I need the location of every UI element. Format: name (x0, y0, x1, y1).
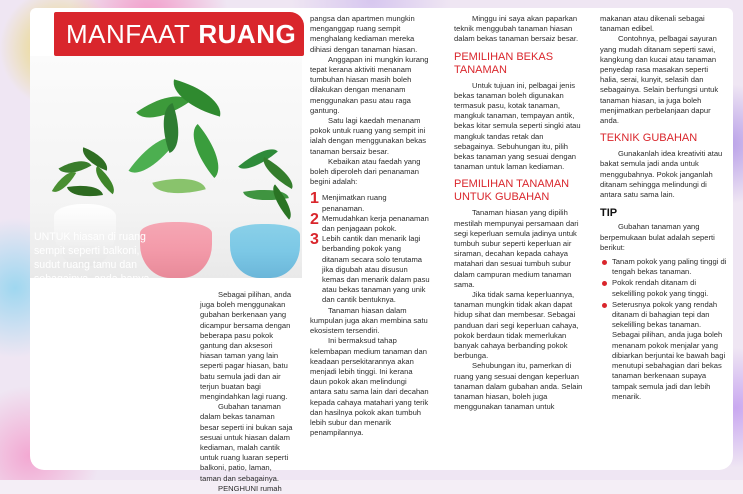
benefit-item (310, 231, 430, 305)
column-2 (310, 14, 430, 438)
bullet-icon (602, 260, 607, 265)
paragraph: PENGHUNI rumah (218, 483, 282, 493)
section-title: TEKNIK GUBAHAN (600, 132, 698, 145)
tip-list (600, 257, 728, 402)
bullet-icon (602, 281, 607, 286)
paragraph: Satu lagi kaedah menanam pokok untuk ruang yang sempit ini ialah dengan menggunakan bekas tanaman bersaiz besar. (310, 116, 427, 156)
paragraph: Tanaman hiasan dalam kumpulan juga akan membina satu ekosistem tersendiri. (310, 305, 428, 336)
section-title: PEMILIHAN TANAMAN UNTUK GUBAHAN (454, 178, 570, 204)
paragraph: Jika tidak sama keperluannya, tanaman mungkin tidak akan dapat hidup sihat dan membesar. Sebagai panduan dari segi keperluan cahaya, pokok berdaun tidak memerlukan banyak cahaya berbanding pokok berbunga. (454, 290, 579, 361)
tip-text: Pokok rendah ditanam di sekelilling pokok yang tinggi. (612, 278, 709, 298)
paragraph: Gubahan tanaman dalam bekas tanaman besar seperti ini bukan saja sesuai untuk hiasan dalam kediaman, malah cantik untuk ruang luaran seperti balkoni, patio, laman, taman dan sebagainya. (200, 402, 293, 483)
benefit-number: 1 (310, 190, 319, 208)
photo-caption: UNTUK hiasan di ruang sempit seperti balkoni, sudut ruang tamu dan sebagainya, anda hanya perlu menggunakan beberapa bekas tanaman atau pasu besar yang siap digubah cantik bagi mengindahkan lagi ruang. (34, 231, 159, 355)
list-item (600, 278, 728, 298)
leaf-icon (257, 157, 299, 189)
benefit-text: Memudahkan kerja penanaman dan penjagaan pokok. (322, 213, 429, 234)
paragraph: Gubahan tanaman yang berpemukaan bulat adalah seperti berikut: (600, 222, 715, 252)
benefit-number: 3 (310, 231, 319, 249)
magazine-page (30, 8, 733, 493)
title-light: MANFAAT (66, 18, 191, 49)
leaf-icon (181, 124, 231, 178)
tip-text: Tanam pokok yang paling tinggi di tengah bekas tanaman. (612, 257, 727, 277)
paragraph: pangsa dan apartmen mungkin menganggap ruang sempit menghalang kediaman mereka dihiasi dengan tanaman hiasan. (310, 14, 418, 54)
leaf-icon (152, 170, 205, 202)
leaf-icon (67, 181, 103, 201)
paragraph: Contohnya, pelbagai sayuran yang mudah ditanam seperti sawi, kangkung dan kucai atau tanaman penyedap rasa masakan seperti halia, serai, kunyit, selasih dan sebagainya. Selain berfungsi untuk tanaman hiasan, ia juga boleh menjimatkan perbelanjaan dapur anda. (600, 34, 719, 126)
benefit-item (310, 210, 430, 234)
benefit-text: Lebih cantik dan menarik lagi berbanding pokok yang ditanam secara solo terutama jika digubah atau disusun kemas dan menarik dalam pasu atau bekas tanaman yang unik dan cantik bentuknya. (322, 234, 430, 305)
paragraph: Untuk tujuan ini, pelbagai jenis bekas tanaman boleh digunakan termasuk pasu, kotak tanaman, mangkuk tanaman, tempayan antik, bekas kitar semula seperti singki atau mangkuk tandas retak dan sebagainya. Sebuhungan itu, pilih bekas tanaman yang sesuai dengan tanaman untuk laman kediaman. (454, 80, 581, 172)
column-4 (600, 14, 728, 403)
title-bold: RUANG (198, 18, 297, 49)
paragraph: Anggapan ini mungkin kurang tepat kerana aktiviti menanam tumbuhan hiasan masih boleh dilakukan dengan menanam menggunakan pasu atau raga gantung. (310, 54, 429, 115)
section-title: PEMILIHAN BEKAS TANAMAN (454, 50, 554, 76)
paragraph: Kebaikan atau faedah yang boleh diperoleh dari penanaman begini adalah: (310, 156, 421, 187)
tip-text: Seterusnya pokok yang rendah ditanam di bahagian tepi dan sekelilling bekas tanaman. Sebagai pilihan, anda juga boleh menanam pokok menjalar yang dibiarkan berjuntai ke bawah bagi menutupi sebahagian dari bekas tanaman berkenaan supaya tampak semula jadi dan lebih menarik. (612, 299, 726, 401)
paragraph: Tanaman hiasan yang dipilih mestilah mempunyai persamaan dari segi keperluan semula jadinya untuk tumbuh subur seperti keperluan air siraman, decahan kepada cahaya matahari dan sesuai tumbuh subur dalam campuran medium tanaman sama. (454, 208, 579, 289)
list-item (600, 300, 728, 402)
paragraph: Sebagai pilihan, anda juga boleh menggunakan gubahan berkenaan yang dicampur bersama dengan beberapa pasu pokok gantung dan aksesori hiasan taman yang lain seperti pagar hiasan, batu batu semula jadi dan air terjun buatan bagi mengindahkan lagi ruang. (200, 290, 292, 402)
benefit-number: 2 (310, 210, 319, 228)
paragraph: Gunakanlah idea kreativiti atau bakat semula jadi anda untuk menggubahnya. Pokok janganlah ditanam sehingga melindungi di antara satu sama lain. (600, 149, 723, 200)
paragraph: Sehubungan itu, pamerkan di ruang yang sesuai dengan keperluan tanaman dalam gubahan anda. Selain tanaman hiasan, boleh juga menggunakan tanaman untuk (454, 361, 583, 412)
list-item (600, 257, 728, 277)
paragraph: makanan atau dikenali sebagai tanaman edibel. (600, 14, 705, 34)
paragraph: Ini bermaksud tahap kelembapan medium tanaman dan keadaan persekitarannya akan menjadi lebih tinggi. Ini kerana daun pokok akan melindungi antara satu sama lain dari decahan kepada cahaya matahari yang terik dan hasilnya pokok akan tumbuh lebih subur dan menarik penampilannya. (310, 336, 429, 438)
column-3 (454, 14, 584, 413)
blue-pot (230, 224, 300, 278)
tip-title: TIP (600, 207, 618, 220)
column-1 (200, 290, 294, 494)
bullet-icon (602, 303, 607, 308)
benefit-text: Menjimatkan ruang penanaman. (322, 193, 387, 213)
paragraph: Minggu ini saya akan paparkan teknik menggubah tanaman hiasan dalam bekas tanaman bersaiz besar. (454, 14, 579, 44)
page-title (54, 12, 304, 56)
benefit-item (310, 190, 430, 213)
